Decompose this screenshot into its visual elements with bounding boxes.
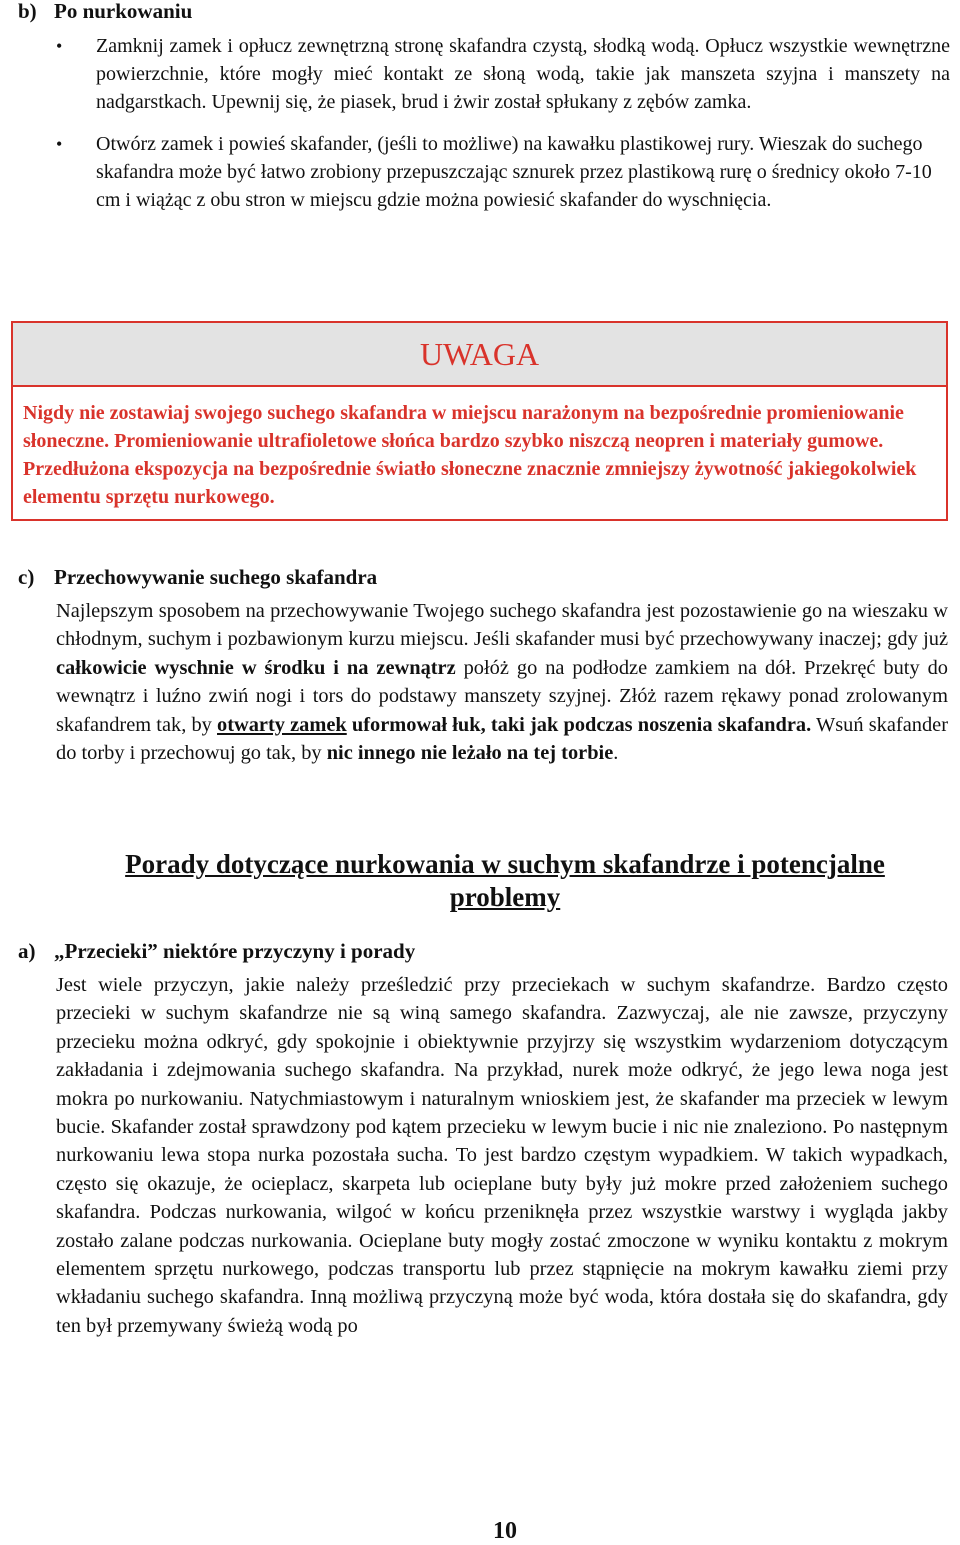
warning-box [11,321,948,521]
text-run: połóż go na podłodze zamkiem na dół. Przekręć buty do wewnątrz i luźno zwiń nogi i tors do podstawy manszety szyjnej. Złóż razem rękawy ponad zrolowanym skafandrem tak, by [56,656,948,736]
section-b-bullet-list [56,32,950,214]
text-run: Wsuń skafander do torby i przechowuj go tak, by [56,713,948,765]
warning-title: UWAGA [13,323,946,387]
section-a-title: „Przecieki” niektóre przyczyny i porady [54,939,416,963]
underlined-run: otwarty zamek [217,713,347,736]
main-section-title: Porady dotyczące nurkowania w suchym skafandrze i potencjalne problemy [125,849,885,912]
section-c-title: Przechowywanie suchego skafandra [54,565,378,589]
section-a-label: a) [18,939,36,963]
section-c-label: c) [18,565,35,589]
bullet-icon: • [56,36,63,56]
text-run: Najlepszym sposobem na przechowywanie Twojego suchego skafandra jest pozostawienie go na wieszaku w chłodnym, suchym i pozbawionym kurzu miejscu. Jeśli skafander musi być przechowywany inaczej; gdy już [56,600,948,651]
warning-text: Nigdy nie zostawiaj swojego suchego skafandra w miejscu narażonym na bezpośrednie promieniowanie słoneczne. Promieniowanie ultrafioletowe słońca bardzo szybko niszczą neopren i materiały gumowe. Przedłużona ekspozycja na bezpośrednie światło słoneczne znacznie zmniejszy żywotność jakiegokolwiek elementu sprzętu nurkowego. [23,402,917,508]
bullet-icon: • [56,134,63,154]
page-number: 10 [493,1518,517,1544]
bold-run: uformował łuk, taki jak podczas noszenia skafandra. [346,713,812,736]
bullet-text: Zamknij zamek i opłucz zewnętrzną stronę skafandra czystą, słodką wodą. Opłucz wszystkie wewnętrzne powierzchnie, które mogły mieć kontakt ze słoną wodą, takie jak manszeta szyjna i manszety na nadgarstkach. Upewnij się, że piasek, brud i żwir został spłukany z zębów zamka. [96,35,950,113]
bullet-text: Otwórz zamek i powieś skafander, (jeśli to możliwe) na kawałku plastikowej rury. Wieszak do suchego skafandra może być łatwo zrobiony przepuszczając sznurek przez plastikową rurę o średnicy około 7-10 cm i wiążąc z obu stron w miejscu gdzie można powiesić skafander do wyschnięcia. [96,133,932,211]
bullet-item [56,130,950,214]
section-b-label: b) [18,0,37,23]
section-b-title: Po nurkowaniu [54,0,193,23]
text-run: . [613,742,619,765]
section-b-heading [18,0,192,25]
section-a-heading [18,937,415,965]
bullet-item [56,32,950,116]
section-a-paragraph: Jest wiele przyczyn, jakie należy prześledzić przy przeciekach w suchym skafandrze. Bardzo często przecieki w suchym skafandrze nie są winą samego skafandra. Zazwyczaj, ale nie zawsze, przyczyny przecieku można odkryć, gdy spokojnie i obiektywnie przyjrzy się wszystkim wydarzeniom dotyczącym zakładania i zdejmowania suchego skafandra. Na przykład, nurek może odkryć, że jego lewa noga jest mokra po nurkowaniu. Natychmiastowym i naturalnym wnioskiem jest, że skafander ma przeciek w lewym bucie. Skafander został sprawdzony pod kątem przecieku w lewym bucie i nic nie znaleziono. Po następnym nurkowaniu lewa stopa nurka pozostała sucha. To jest bardzo częstym wypadkiem. W takich wypadkach, często się okazuje, że ocieplacz, skarpeta lub ocieplane buty były już mokre przed założeniem suchego skafandra. Podczas nurkowania, wilgoć w końcu przeniknęła przez wszystkie warstwy i wygląda jakby zostało zalane podczas nurkowania. Ocieplane buty mogły zostać zmoczone w wyniku kontaktu z mokrym elementem sprzętu nurkowego, podczas transportu lub przez stąpnięcie na mokrym kawałku ziemi przy wkładaniu suchego skafandra. Inną możliwą przyczyną może być woda, która dostała się do skafandra, gdy ten był przemywany świeżą wodą po [56,974,948,1337]
bold-run: nic innego nie leżało na tej torbie [326,742,614,765]
bold-run: całkowicie wyschnie w środku i na zewnątrz [56,656,456,679]
section-c-heading [18,563,377,591]
section-c-paragraph [56,597,948,767]
